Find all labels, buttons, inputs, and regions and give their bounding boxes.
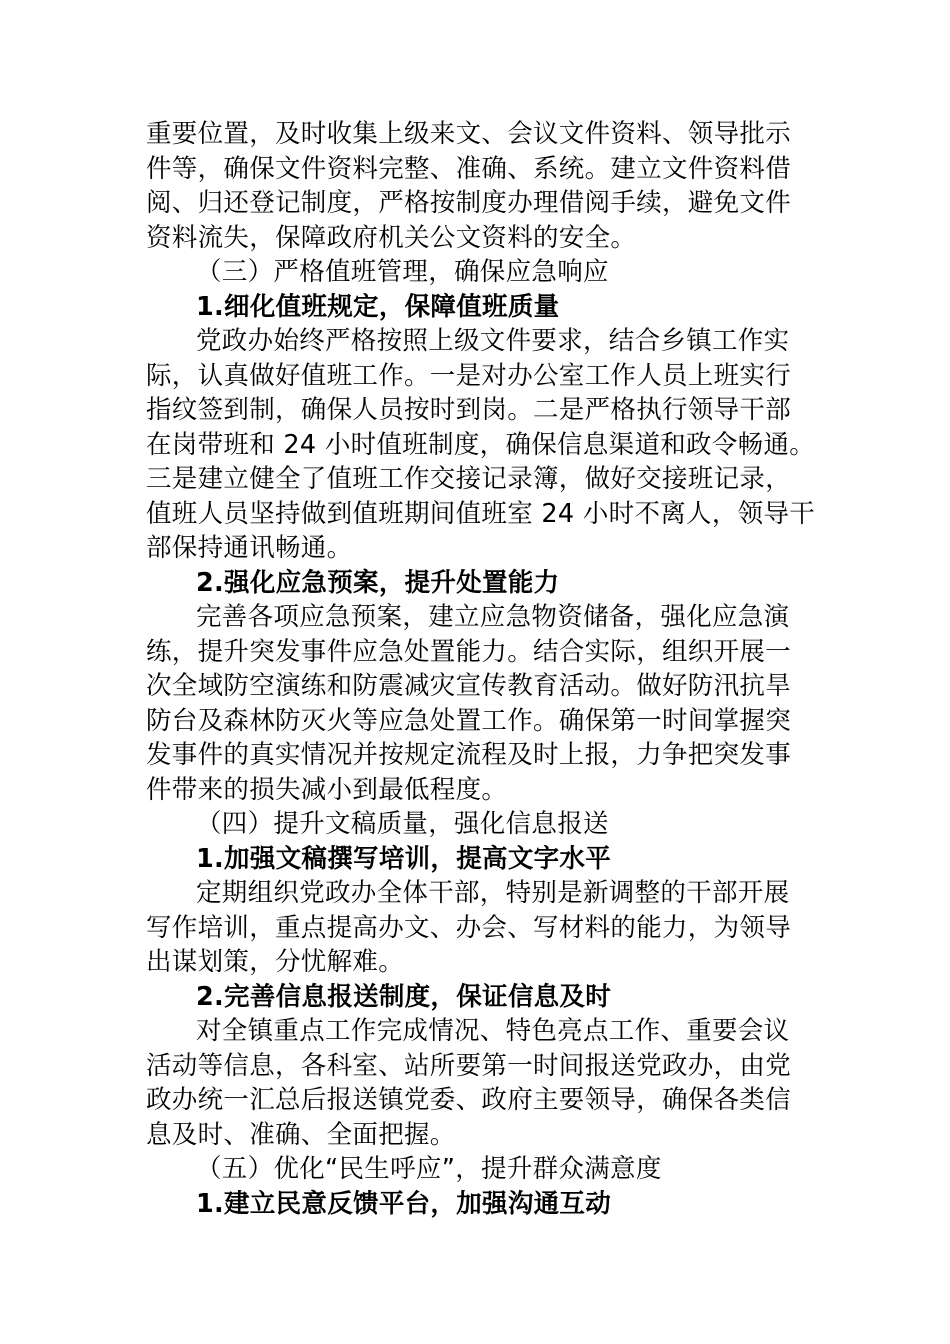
- text-line: 写作培训，重点提高办文、办会、写材料的能力，为领导: [146, 912, 792, 943]
- text-line: 指纹签到制，确保人员按时到岗。二是严格执行领导干部: [146, 395, 792, 425]
- text-line: 件等，确保文件资料完整、准确、系统。建立文件资料借: [146, 153, 792, 184]
- subsection-heading: 1.加强文稿撰写培训，提高文字水平: [196, 843, 612, 874]
- text-line: 对全镇重点工作完成情况、特色亮点工作、重要会议: [196, 1016, 790, 1046]
- subsection-heading: 1.细化值班规定，保障值班质量: [196, 291, 560, 322]
- text-line: 资料流失，保障政府机关公文资料的安全。: [146, 222, 637, 253]
- text-line: 重要位置，及时收集上级来文、会议文件资料、领导批示: [146, 119, 792, 149]
- text-line: 三是建立健全了值班工作交接记录簿，做好交接班记录，: [146, 464, 792, 494]
- subsection-heading: 2.完善信息报送制度，保证信息及时: [196, 981, 612, 1012]
- text-line: 值班人员坚持做到值班期间值班室 24 小时不离人，领导干: [146, 498, 816, 529]
- subsection-heading: 2.强化应急预案，提升处置能力: [196, 567, 560, 598]
- text-line: 政办统一汇总后报送镇党委、政府主要领导，确保各类信: [146, 1085, 792, 1115]
- subsection-heading: 1.建立民意反馈平台，加强沟通互动: [196, 1188, 612, 1219]
- text-line: 党政办始终严格按照上级文件要求，结合乡镇工作实: [196, 326, 790, 356]
- text-line: 定期组织党政办全体干部，特别是新调整的干部开展: [196, 878, 790, 908]
- text-line: 练，提升突发事件应急处置能力。结合实际，组织开展一: [146, 636, 792, 667]
- text-line: 活动等信息，各科室、站所要第一时间报送党政办，由党: [146, 1050, 792, 1081]
- text-line: 完善各项应急预案，建立应急物资储备，强化应急演: [196, 602, 790, 632]
- text-line: 阅、归还登记制度，严格按制度办理借阅手续，避免文件: [146, 188, 792, 218]
- text-line: 发事件的真实情况并按规定流程及时上报，力争把突发事: [146, 740, 792, 770]
- text-line: 际，认真做好值班工作。一是对办公室工作人员上班实行: [146, 360, 792, 391]
- document-body: [146, 117, 816, 1221]
- section-heading: （五）优化“民生呼应”，提升群众满意度: [196, 1154, 662, 1184]
- text-line: 防台及森林防灭火等应急处置工作。确保第一时间掌握突: [146, 705, 792, 736]
- section-heading: （四）提升文稿质量，强化信息报送: [196, 809, 609, 839]
- text-line: 出谋划策，分忧解难。: [146, 947, 405, 977]
- text-line: 息及时、准确、全面把握。: [146, 1119, 456, 1150]
- text-line: 次全域防空演练和防震减灾宣传教育活动。做好防汛抗旱: [146, 671, 792, 701]
- section-heading: （三）严格值班管理，确保应急响应: [196, 257, 609, 287]
- text-line: 部保持通讯畅通。: [146, 533, 353, 563]
- text-line: 在岗带班和 24 小时值班制度，确保信息渠道和政令畅通。: [146, 429, 816, 460]
- text-line: 件带来的损失减小到最低程度。: [146, 774, 508, 805]
